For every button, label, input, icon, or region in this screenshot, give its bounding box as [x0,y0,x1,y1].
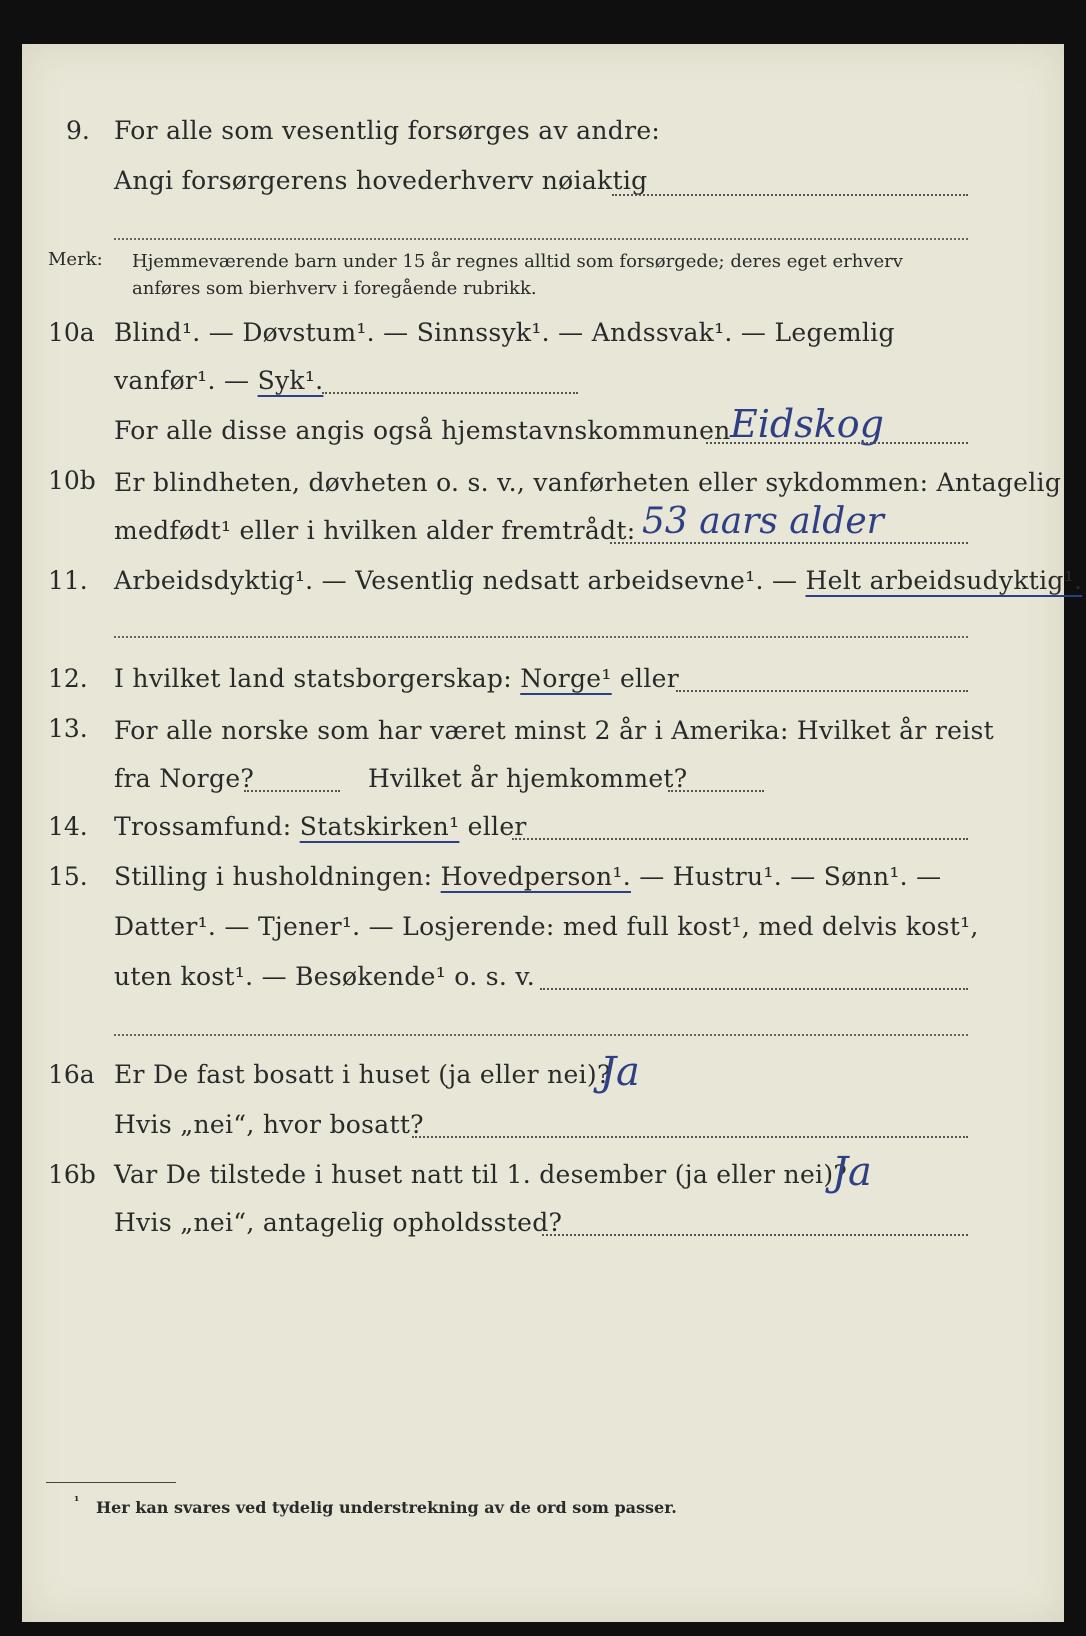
q13-line1: For alle norske som har været minst 2 år i Amerika: Hvilket år reist [114,716,995,745]
q11-marked[interactable]: Helt arbeidsudyktig¹. [805,566,1083,595]
q10b-answer-field[interactable] [610,542,968,544]
q10b-line2: medfødt¹ eller i hvilken alder fremtrådt: [114,516,636,545]
q12-post: eller [619,664,679,693]
q9-answer-field[interactable] [612,194,968,196]
q13-hjemkommet-field[interactable] [668,790,764,792]
q16b-line2: Hvis „nei“, antagelig opholdssted? [114,1208,563,1237]
q15-answer-field[interactable] [540,988,968,990]
q16a-answer-field[interactable] [412,1136,968,1138]
q15-line3: uten kost¹. — Besøkende¹ o. s. v. [114,962,536,991]
q10a-number: 10a [48,318,95,347]
divider [114,238,968,240]
q16a-answer[interactable]: Ja [600,1049,640,1095]
q15-post: — Hustru¹. — Sønn¹. — [639,862,942,891]
q10a-answer[interactable]: Eidskog [730,402,884,446]
footnote-mark: ¹ [74,1494,80,1508]
q12-line [114,664,679,694]
q16b-answer-field[interactable] [542,1234,968,1236]
q14-post: eller [467,812,527,841]
merk-label: Merk: [48,249,103,270]
q10a-line2-pre: vanfør¹. — [114,366,250,395]
q14-answer-field[interactable] [512,838,968,840]
q11-line [114,566,1082,596]
q10b-answer[interactable]: 53 aars alder [642,501,884,542]
q10a-line2-field[interactable] [322,392,578,394]
q9-number: 9. [66,116,90,145]
q12-marked[interactable]: Norge¹ [520,664,612,693]
q10b-number: 10b [48,466,96,495]
q15-line2: Datter¹. — Tjener¹. — Losjerende: med full kost¹, med delvis kost¹, [114,912,979,941]
q16a-number: 16a [48,1060,95,1089]
q16b-number: 16b [48,1160,96,1189]
q10a-line1: Blind¹. — Døvstum¹. — Sinnssyk¹. — Andssvak¹. — Legemlig [114,318,895,347]
q16b-answer[interactable]: Ja [832,1149,872,1195]
q14-marked[interactable]: Statskirken¹ [299,812,460,841]
q12-number: 12. [48,664,88,693]
q10a-line2 [114,366,323,396]
q15-text: Stilling i husholdningen: [114,862,433,891]
q13-line2b: Hvilket år hjemkommet? [368,764,688,793]
merk-line1: Hjemmeværende barn under 15 år regnes alltid som forsørgede; deres eget erhverv [132,251,903,272]
q12-answer-field[interactable] [676,690,968,692]
q12-text: I hvilket land statsborgerskap: [114,664,512,693]
q11-extra-field[interactable] [114,636,968,638]
q13-line2a: fra Norge? [114,764,255,793]
q13-reist-field[interactable] [244,790,340,792]
q14-line [114,812,527,842]
q15-line1 [114,862,941,892]
q14-text: Trossamfund: [114,812,292,841]
q15-number: 15. [48,862,88,891]
q15-extra-field[interactable] [114,1034,968,1036]
q11-number: 11. [48,566,88,595]
q16b-line1: Var De tilstede i huset natt til 1. desember (ja eller nei)? [114,1160,848,1189]
q10b-line1: Er blindheten, døvheten o. s. v., vanførheten eller sykdommen: Antagelig [114,468,1062,497]
q13-number: 13. [48,714,88,743]
q10a-line3: For alle disse angis også hjemstavnskommunen [114,416,731,445]
q16a-line1: Er De fast bosatt i huset (ja eller nei)? [114,1060,611,1089]
footnote-text: Her kan svares ved tydelig understrekning av de ord som passer. [96,1498,677,1517]
q15-marked[interactable]: Hovedperson¹. [440,862,631,891]
q9-line1: For alle som vesentlig forsørges av andre: [114,116,661,145]
q9-line2: Angi forsørgerens hovederhverv nøiaktig [114,166,648,195]
merk-line2: anføres som bierhverv i foregående rubrikk. [132,278,537,299]
q16a-line2: Hvis „nei“, hvor bosatt? [114,1110,424,1139]
q10a-answer-field[interactable] [706,442,968,444]
q10a-syk-marked[interactable]: Syk¹. [257,366,324,395]
footnote-rule [46,1482,176,1483]
q11-text: Arbeidsdyktig¹. — Vesentlig nedsatt arbeidsevne¹. — [114,566,798,595]
q14-number: 14. [48,812,88,841]
